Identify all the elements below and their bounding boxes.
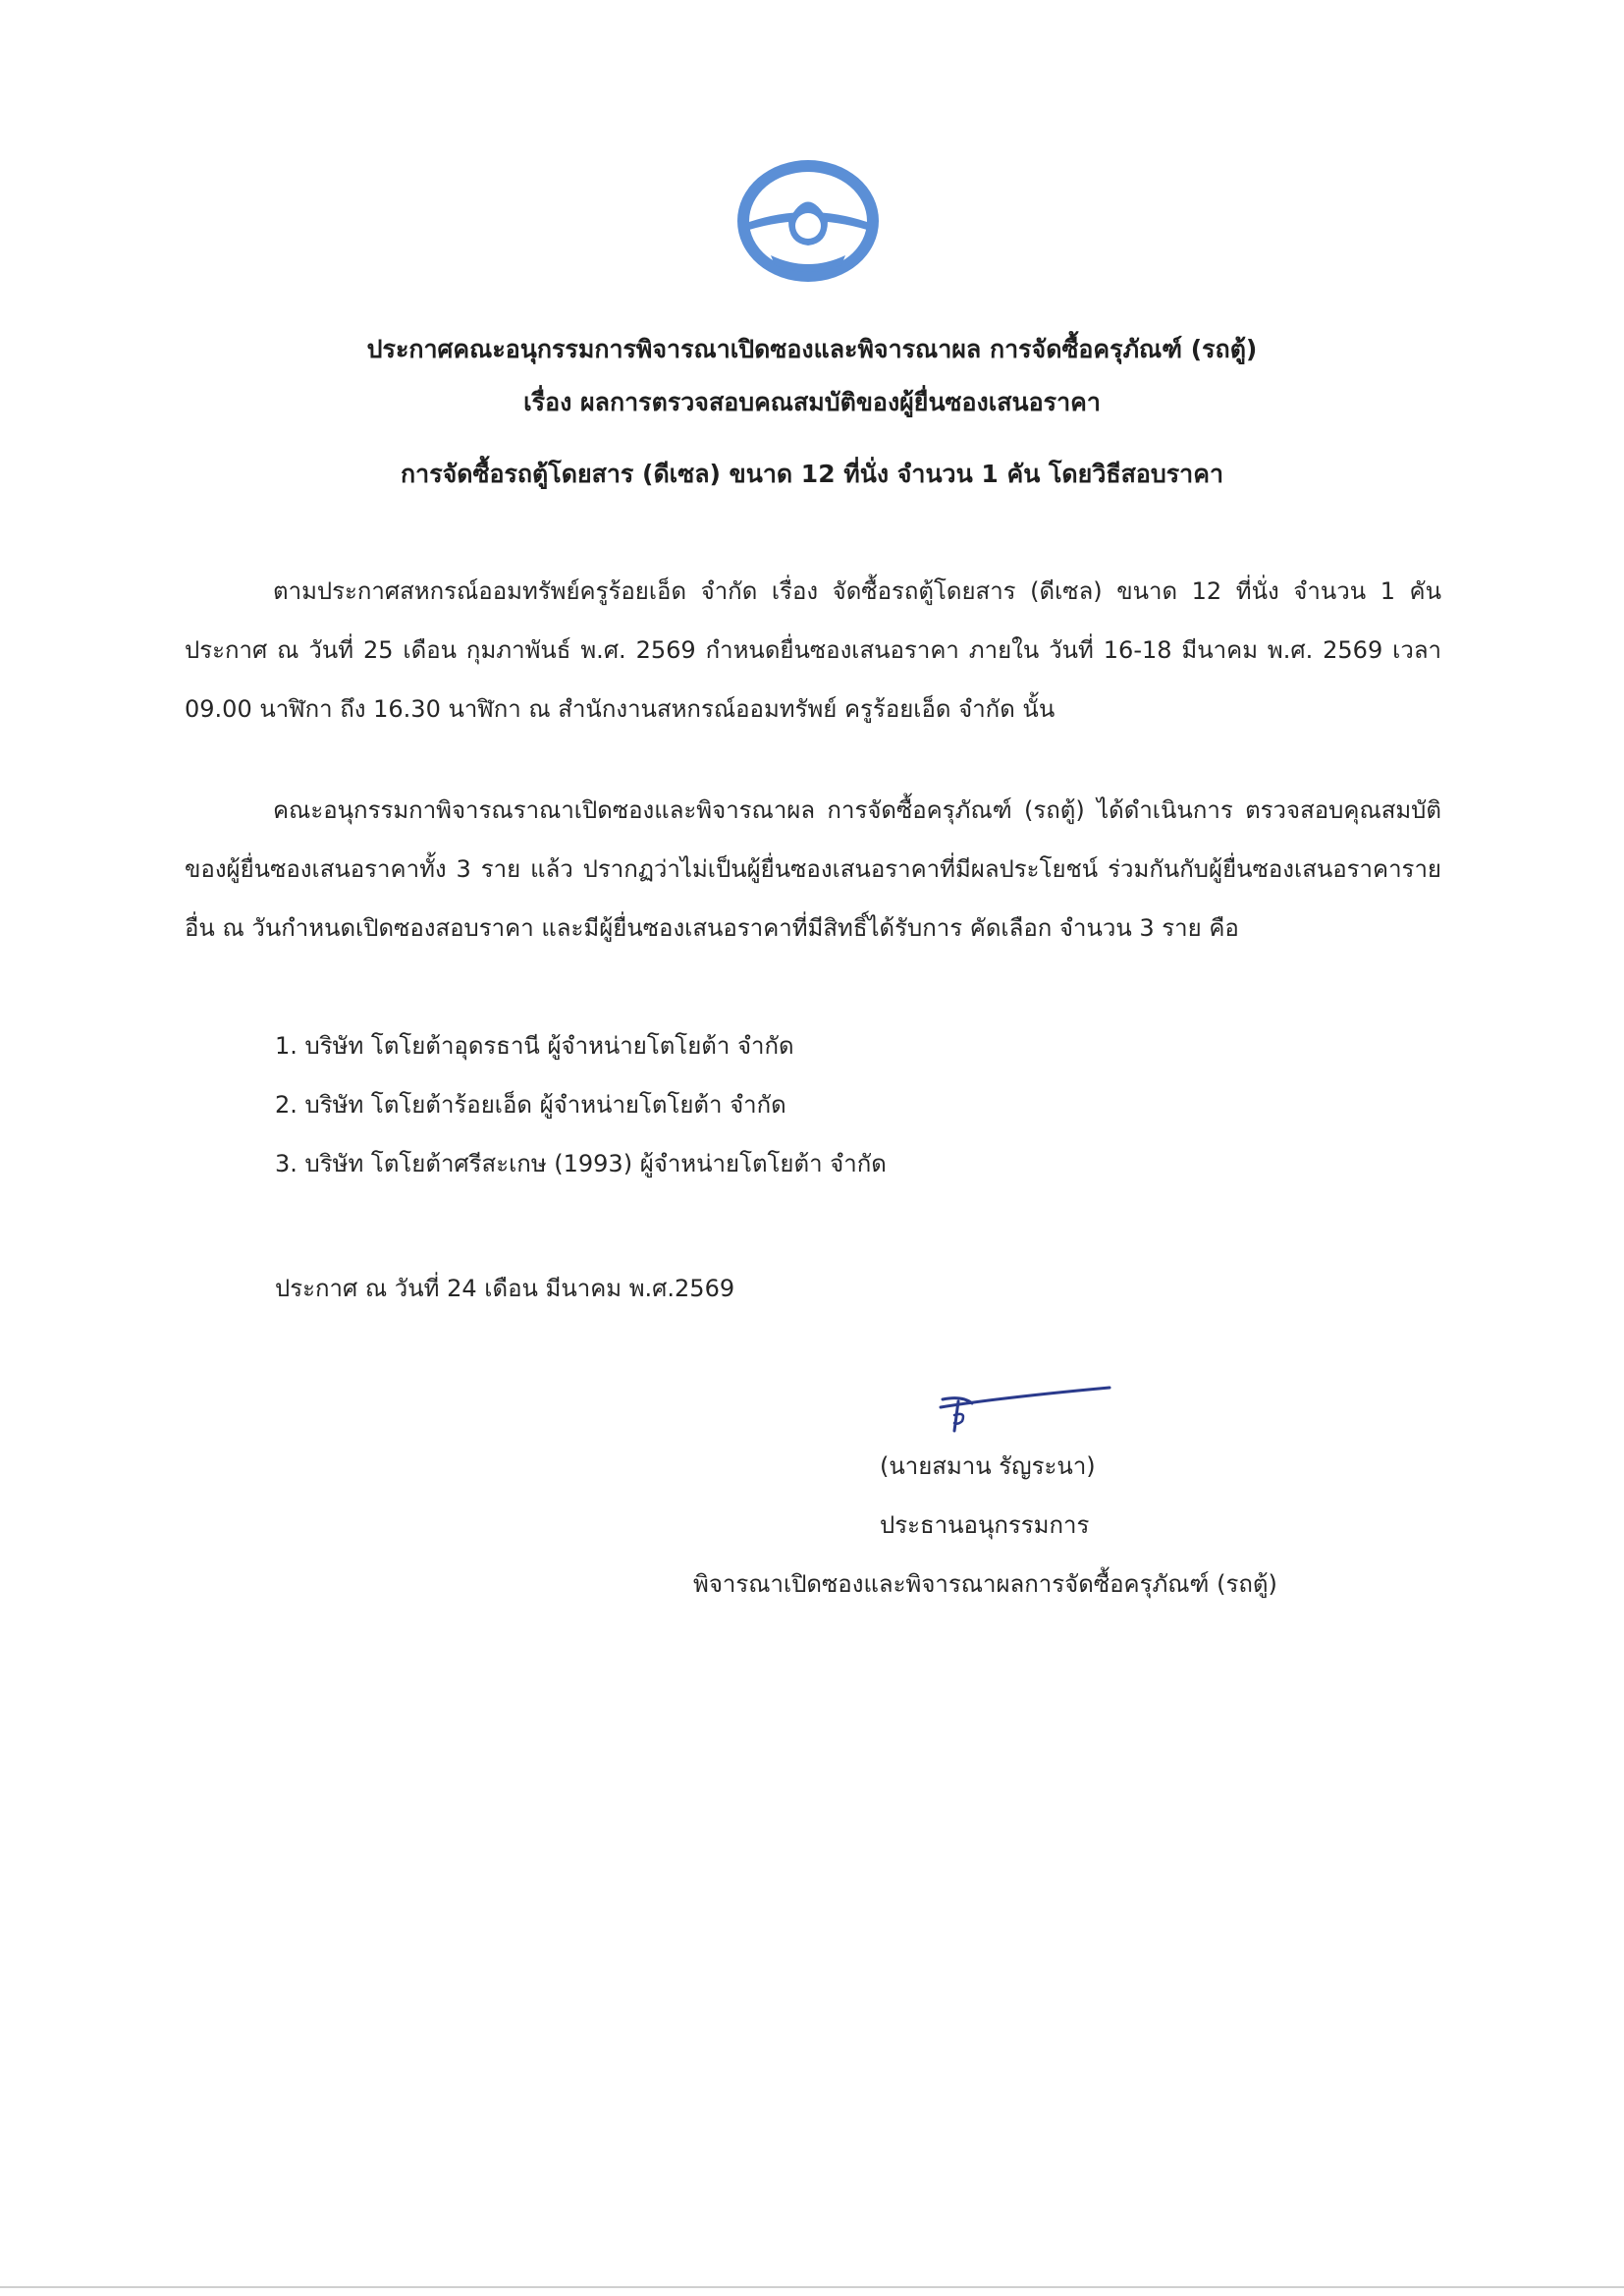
signatory-organization: พิจารณาเปิดซองและพิจารณาผลการจัดซื้อครุภัณฑ์ (รถตู้)	[693, 1570, 1277, 1598]
signatory-name: (นายสมาน รัญระนา)	[880, 1452, 1096, 1480]
title-line-2: เรื่อง ผลการตรวจสอบคณสมบัติของผู้ยื่นซองเสนอราคา	[523, 388, 1101, 416]
paragraph-2	[185, 781, 1441, 957]
scan-edge-line	[0, 2286, 1624, 2288]
paragraph-1-text: ตามประกาศสหกรณ์ออมทรัพย์ครูร้อยเอ็ด จำกัด เรื่อง จัดซื้อรถตู้โดยสาร (ดีเซล) ขนาด 12 ที่นั่ง จำนวน 1 คัน ประกาศ ณ วันที่ 25 เดือน กุมภาพันธ์ พ.ศ. 2569 กำหนดยื่นซองเสนอราคา ภายใน วันที่ 16-18 มีนาคม พ.ศ. 2569 เวลา 09.00 นาฬิกา ถึง 16.30 นาฬิกา ณ สำนักงานสหกรณ์ออมทรัพย์ ครูร้อยเอ็ด จำกัด นั้น	[185, 577, 1441, 723]
cooperative-seal-logo-icon	[731, 155, 885, 288]
announcement-date: ประกาศ ณ วันที่ 24 เดือน มีนาคม พ.ศ.2569	[275, 1275, 735, 1302]
list-item: 2. บริษัท โตโยต้าร้อยเอ็ด ผู้จำหน่ายโตโยต้า จำกัด	[275, 1091, 786, 1119]
title-line-3: การจัดซื้อรถตู้โดยสาร (ดีเซล) ขนาด 12 ที่นั่ง จำนวน 1 คัน โดยวิธีสอบราคา	[401, 460, 1223, 488]
handwritten-signature-icon	[933, 1380, 1119, 1439]
paragraph-2-text: คณะอนุกรรมกาพิจารณราณาเปิดซองและพิจารณาผล การจัดซื้อครุภัณฑ์ (รถตู้) ได้ดำเนินการ ตรวจสอบคุณสมบัติของผู้ยื่นซองเสนอราคาทั้ง 3 ราย แล้ว ปรากฏว่าไม่เป็นผู้ยื่นซองเสนอราคาที่มีผลประโยชน์ ร่วมกันกับผู้ยื่นซองเสนอราคารายอื่น ณ วันกำหนดเปิดซองสอบราคา และมีผู้ยื่นซองเสนอราคาที่มีสิทธิ์ได้รับการ คัดเลือก จำนวน 3 ราย คือ	[185, 796, 1441, 942]
title-line-1: ประกาศคณะอนุกรรมการพิจารณาเปิดซองและพิจารณาผล การจัดซื้อครุภัณฑ์ (รถตู้)	[366, 335, 1258, 363]
list-item: 1. บริษัท โตโยต้าอุดรธานี ผู้จำหน่ายโตโยต้า จำกัด	[275, 1032, 794, 1060]
list-item: 3. บริษัท โตโยต้าศรีสะเกษ (1993) ผู้จำหน่ายโตโยต้า จำกัด	[275, 1150, 887, 1177]
paragraph-1	[185, 562, 1441, 738]
signatory-title: ประธานอนุกรรมการ	[880, 1511, 1090, 1539]
